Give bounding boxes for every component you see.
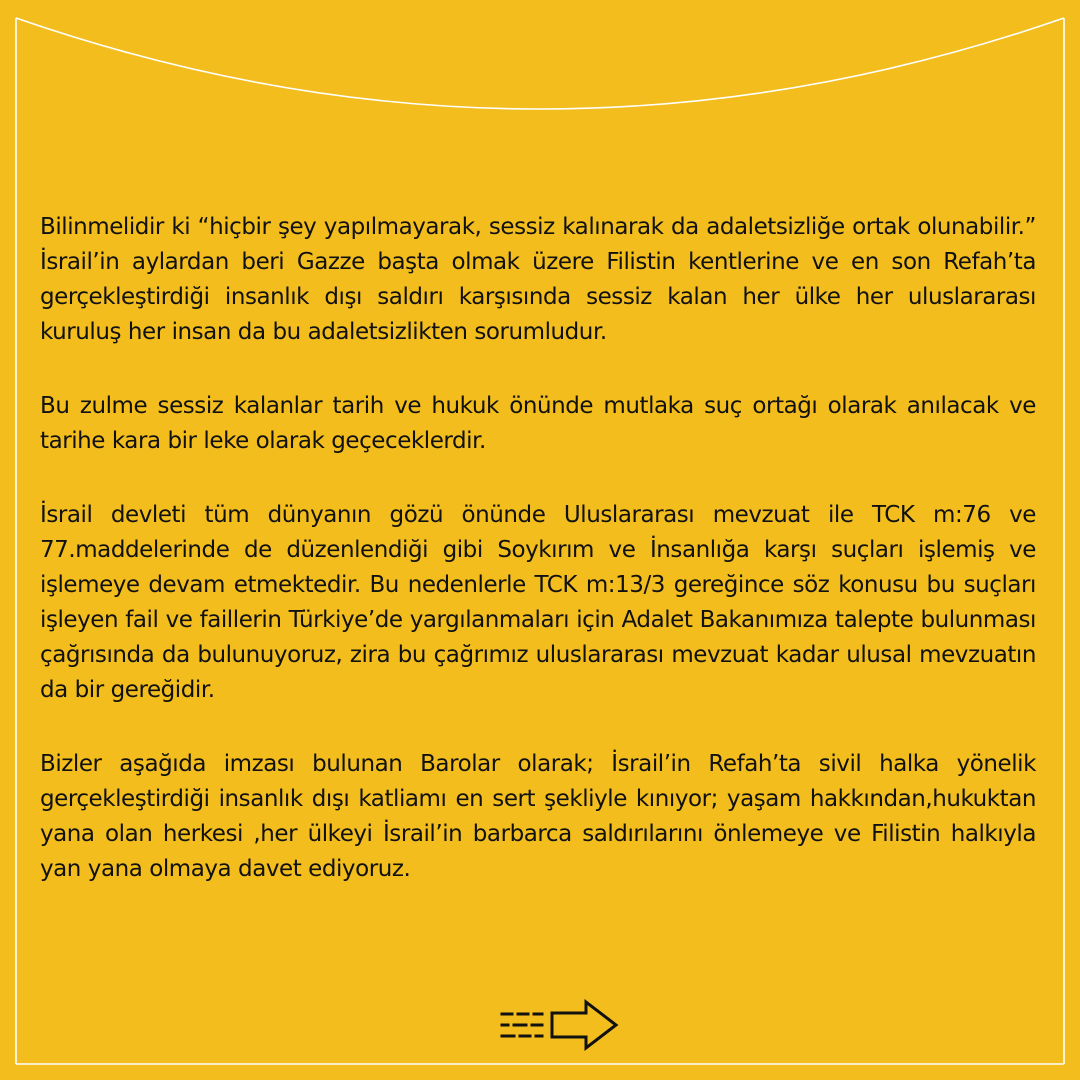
paragraph-2: Bu zulme sessiz kalanlar tarih ve hukuk önünde mutlaka suç ortağı olarak anılacak ve tarihe kara bir leke olarak geçeceklerdir. [40, 393, 1036, 454]
paragraph-4: Bizler aşağıda imzası bulunan Barolar olarak; İsrail’in Refah’ta sivil halka yönelik gerçekleştirdiği insanlık dışı katliamı en sert şekliyle kınıyor; yaşam hakkından,hukuktan yana olan herkesi ,her ülkeyi İsrail’in barbarca saldırılarını önlemeye ve Filistin halkıyla yan yana olmaya davet ediyoruz. [40, 751, 1036, 882]
paragraph-1: Bilinmelidir ki “hiçbir şey yapılmayarak, sessiz kalınarak da adaletsizliğe ortak olunabilir.” İsrail’in aylardan beri Gazze başta olmak üzere Filistin kentlerine ve en son Refah’ta gerçekleştirdiği insanlık dışı saldırı karşısında sessiz kalan her ülke her uluslararası kuruluş her insan da bu adaletsizlikten sorumludur. [40, 214, 1036, 345]
statement-text [40, 210, 1036, 926]
frame-top-curve [16, 18, 1064, 109]
next-button[interactable] [500, 996, 624, 1054]
arrow-right-icon [500, 996, 624, 1054]
paragraph-3: İsrail devleti tüm dünyanın gözü önünde Uluslararası mevzuat ile TCK m:76 ve 77.maddelerinde de düzenlendiği gibi Soykırım ve İnsanlığa karşı suçları işlemiş ve işlemeye devam etmektedir. Bu nedenlerle TCK m:13/3 gereğince söz konusu bu suçları işleyen fail ve faillerin Türkiye’de yargılanmaları için Adalet Bakanımıza talepte bulunması çağrısında da bulunuyoruz, zira bu çağrımız uluslararası mevzuat kadar ulusal mevzuatın da bir gereğidir. [40, 502, 1036, 703]
